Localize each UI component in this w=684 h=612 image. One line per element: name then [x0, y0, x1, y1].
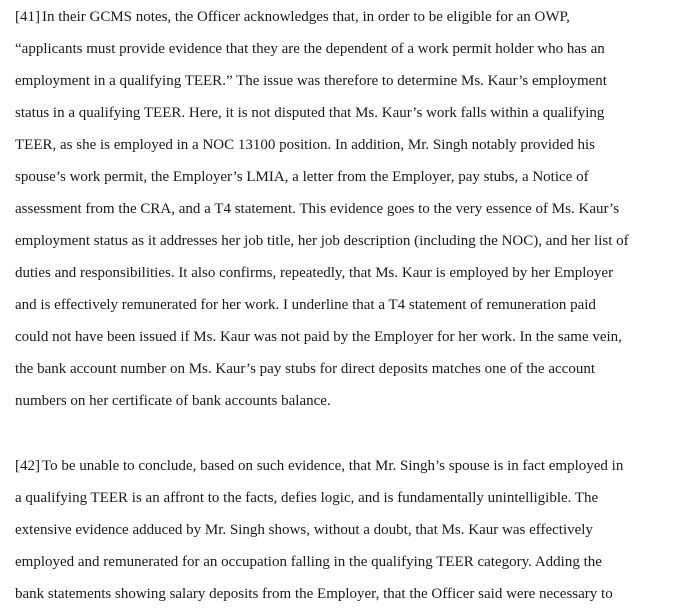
paragraph-number: [41]: [15, 9, 40, 25]
paragraph-line: assessment from the CRA, and a T4 statement. This evidence goes to the very essence of Ms. Kaur’s: [15, 201, 620, 217]
paragraph-line: spouse’s work permit, the Employer’s LMIA, a letter from the Employer, pay stubs, a Notice of: [15, 169, 589, 185]
paragraph-line: duties and responsibilities. It also confirms, repeatedly, that Ms. Kaur is employed by her Employer: [15, 265, 614, 281]
paragraph-line: a qualifying TEER is an affront to the facts, defies logic, and is fundamentally unintelligible. The: [15, 490, 599, 506]
line-text: In their GCMS notes, the Officer acknowledges that, in order to be eligible for an OWP,: [42, 9, 570, 25]
paragraph-line: [15, 1, 680, 33]
paragraph-line: [15, 450, 680, 482]
line-text: To be unable to conclude, based on such evidence, that Mr. Singh’s spouse is in fact employed in: [42, 458, 624, 474]
paragraph-line: and is effectively remunerated for her work. I underline that a T4 statement of remuneration paid: [15, 297, 596, 313]
paragraph-line: employment in a qualifying TEER.” The issue was therefore to determine Ms. Kaur’s employment: [15, 73, 607, 89]
paragraph-line: employed and remunerated for an occupation falling in the qualifying TEER category. Adding the: [15, 554, 602, 570]
paragraph-line: bank statements showing salary deposits from the Employer, that the Officer said were necessary to: [15, 586, 613, 602]
paragraph-line: could not have been issued if Ms. Kaur was not paid by the Employer for her work. In the same vein,: [15, 329, 622, 345]
paragraph-line: extensive evidence adduced by Mr. Singh shows, without a doubt, that Ms. Kaur was effectively: [15, 522, 593, 538]
paragraph-line: employment status as it addresses her job title, her job description (including the NOC), and her list of: [15, 233, 629, 249]
paragraph-line: numbers on her certificate of bank accounts balance.: [15, 393, 331, 409]
paragraph-41: [15, 1, 680, 417]
paragraph-line: status in a qualifying TEER. Here, it is not disputed that Ms. Kaur’s work falls within a qualifying: [15, 105, 605, 121]
paragraph-line: the bank account number on Ms. Kaur’s pay stubs for direct deposits matches one of the account: [15, 361, 595, 377]
paragraph-line: TEER, as she is employed in a NOC 13100 position. In addition, Mr. Singh notably provided his: [15, 137, 595, 153]
paragraph-line: “applicants must provide evidence that they are the dependent of a work permit holder who has an: [15, 41, 605, 57]
paragraph-number: [42]: [15, 458, 40, 474]
paragraph-42: [15, 450, 680, 610]
